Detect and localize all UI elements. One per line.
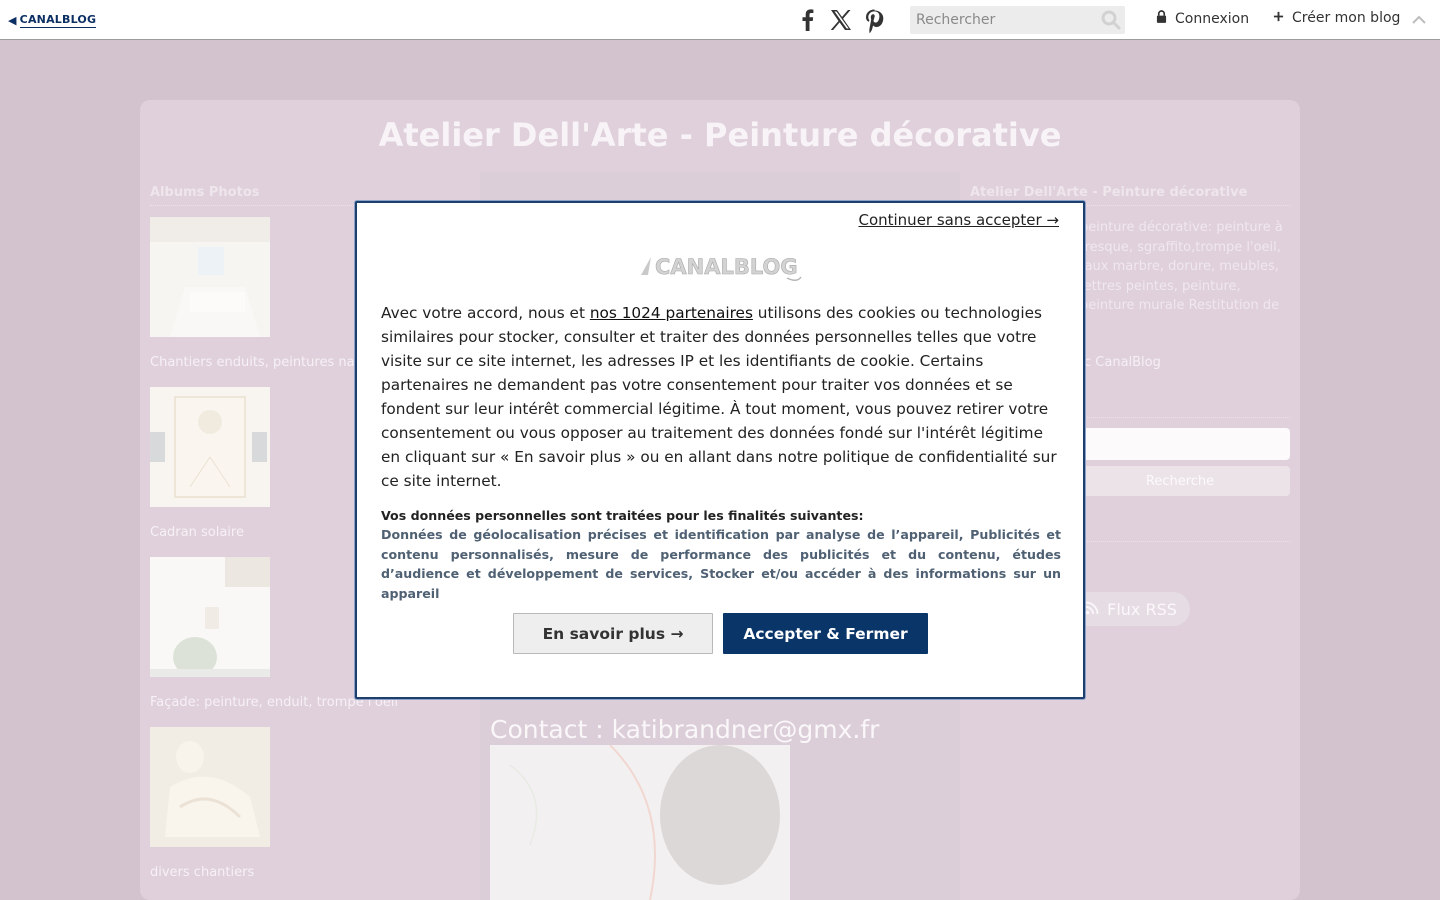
top-search-input[interactable] [910,6,1100,34]
canalblog-modal-logo [637,247,807,287]
svg-text:CANALBLOG: CANALBLOG [655,255,798,279]
canalblog-logo[interactable]: ◀ CANALBLOG [8,12,97,27]
purposes-list: Données de géolocalisation précises et identification par analyse de l’appareil, Publicités et contenu personnalisés, mesure de performance des publicités et du contenu, études d’audience et développement de services, Stocker et/ou accéder à des informations sur un appareil [381,527,1061,601]
top-search-box [910,6,1125,34]
accept-and-close-button[interactable]: Accepter & Fermer [723,613,928,654]
login-label: Connexion [1175,10,1250,27]
facebook-icon[interactable] [795,7,821,33]
lock-icon [1156,10,1167,27]
consent-body-text: Avec votre accord, nous et nos 1024 partenaires utilisons des cookies ou technologies similaires pour stocker, consulter et traiter des données personnelles telles que votre visite sur ce site internet, les adresses IP et les identifiants de cookie. Certains partenaires ne demandent pas votre consentement pour traiter vos données et se fondent sur leur intérêt commercial légitime. À tout moment, vous pouvez retirer votre consentement ou vous opposer au traitement des données fondé sur l'intérêt légitime en cliquant sur « En savoir plus » ou en allant dans notre politique de confidentialité sur ce site internet. [381,304,1057,490]
learn-more-button[interactable]: En savoir plus → [513,613,713,654]
search-icon[interactable] [1101,10,1121,30]
create-blog-link[interactable] [1273,10,1400,26]
login-link[interactable] [1156,10,1249,27]
chevron-up-icon[interactable] [1410,11,1428,29]
x-icon[interactable] [828,7,854,33]
logo-arrow-icon: ◀ [8,13,17,27]
top-navigation-bar [0,0,1440,40]
continue-without-accepting-link[interactable]: Continuer sans accepter → [858,211,1059,229]
plus-icon [1273,10,1284,26]
partners-link[interactable]: nos 1024 partenaires [589,304,753,322]
purposes-heading: Vos données personnelles sont traitées pour les finalités suivantes: [381,508,864,523]
cookie-consent-dialog [355,201,1085,699]
create-blog-label: Créer mon blog [1292,10,1401,26]
pinterest-icon[interactable] [861,7,887,33]
